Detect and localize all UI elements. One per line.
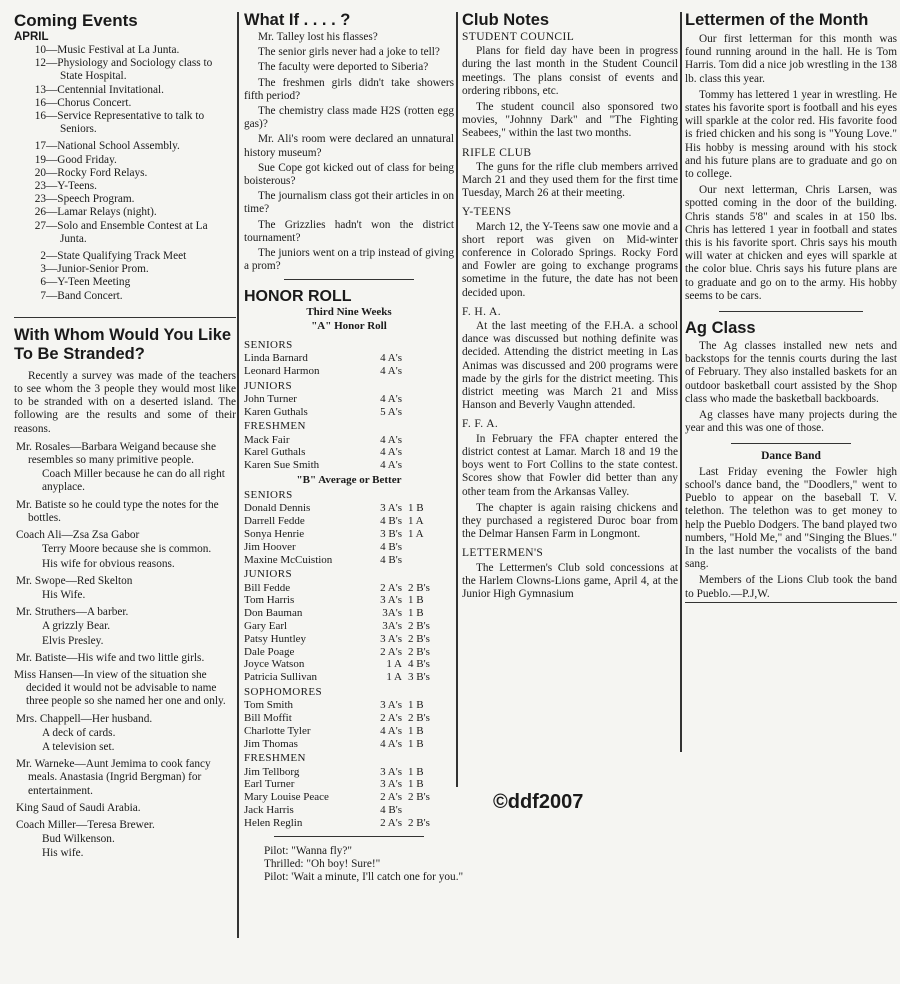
student-name: Helen Reglin xyxy=(244,816,303,829)
honor-roll-row xyxy=(244,633,454,646)
honor-roll-row xyxy=(244,671,454,684)
honor-roll-row xyxy=(244,699,454,712)
a-honor-roll-label: "A" Honor Roll xyxy=(311,319,387,332)
student-name: Darrell Fedde xyxy=(244,515,305,528)
student-name: Mack Fair xyxy=(244,433,290,446)
stranded-entry: A deck of cards. xyxy=(42,726,116,739)
y-teens xyxy=(462,206,678,299)
stranded-entry: Mr. Struthers—A barber. xyxy=(16,606,129,619)
event-date: 16 xyxy=(34,110,46,123)
grade-count-a: 1 A xyxy=(386,671,402,684)
honor-roll-row xyxy=(244,778,454,791)
lettermen-p1: Our first letterman for this month was found running around in the hall. He is Tom Harris. Tom did a nice job wrestling in the 138 lb. class this year. xyxy=(685,33,897,85)
column-rule-3 xyxy=(680,12,682,752)
stranded-entry: His Wife. xyxy=(42,588,86,601)
honor-roll-class-heading: SENIORS xyxy=(244,489,293,502)
student-name: Charlotte Tyler xyxy=(244,724,311,737)
grade-count-a: 4 A's xyxy=(380,724,402,737)
honor-roll-row xyxy=(244,446,454,459)
what-if-item: The Grizzlies hadn't won the district tournament? xyxy=(244,218,454,244)
student-name: Karen Sue Smith xyxy=(244,459,320,472)
grade-count-a: 4 A's xyxy=(380,364,402,377)
column-rule-2 xyxy=(456,12,458,787)
honor-roll-row xyxy=(244,712,454,725)
event-text: —Centennial Invitational. xyxy=(46,83,164,96)
event-text: —National School Assembly. xyxy=(46,140,180,153)
lettermens-club xyxy=(462,547,678,601)
stranded-entry: Bud Wilkenson. xyxy=(42,833,115,846)
grade-count-b: 1 B xyxy=(408,724,424,737)
honor-roll-table xyxy=(244,766,454,830)
divider xyxy=(14,317,236,318)
event-item xyxy=(14,276,236,289)
ag-class-p2: Ag classes have many projects during the year and this was one of those. xyxy=(685,409,897,435)
student-name: Dale Poage xyxy=(244,645,295,658)
ag-class xyxy=(685,320,897,435)
dance-band-p2: Members of the Lions Club took the band to Pueblo.—P.J,W. xyxy=(685,574,897,600)
stranded-entry: Coach Miller because he can do all right anyplace. xyxy=(42,468,225,494)
what-if-item: The faculty were deported to Siberia? xyxy=(258,61,429,74)
ffa xyxy=(462,418,678,541)
event-date: 16 xyxy=(34,96,46,109)
student-name: Tom Harris xyxy=(244,594,295,607)
event-text: —Lamar Relays (night). xyxy=(46,206,157,219)
honor-roll-table xyxy=(244,352,454,378)
student-name: John Turner xyxy=(244,392,297,405)
coming-events xyxy=(14,12,236,303)
honor-roll-row xyxy=(244,406,454,419)
honor-roll-table xyxy=(244,393,454,419)
honor-roll-row xyxy=(244,791,454,804)
grade-count-b xyxy=(408,554,454,567)
club-notes-title: Club Notes xyxy=(462,11,550,29)
event-text: —Solo and Ensemble Contest at La Junta. xyxy=(46,219,208,245)
stranded-entry: Terry Moore because she is common. xyxy=(42,543,212,556)
grade-count-a: 3 B's xyxy=(380,528,402,541)
grade-count-b: 1 A xyxy=(408,528,424,541)
honor-roll-row xyxy=(244,393,454,406)
honor-roll-row xyxy=(244,738,454,751)
pilot-joke-line-1: Pilot: "Wanna fly?" xyxy=(264,844,353,857)
honor-roll-title: HONOR ROLL xyxy=(244,288,352,306)
event-date: 2 xyxy=(40,250,46,263)
grade-count-a: 4 B's xyxy=(380,515,402,528)
what-if-title: What If . . . . ? xyxy=(244,11,351,29)
what-if-item: The freshmen girls didn't take showers fifth period? xyxy=(244,76,454,102)
honor-roll-class-heading: JUNIORS xyxy=(244,379,293,392)
stranded-title: With Whom Would You Like To Be Stranded? xyxy=(14,325,232,363)
stranded-entry: Coach Miller—Teresa Brewer. xyxy=(16,818,155,831)
copyright-watermark: ©ddf2007 xyxy=(493,791,584,813)
event-text: —Y-Teen Meeting xyxy=(46,276,131,289)
what-if-item: The juniors went on a trip instead of giving a prom? xyxy=(244,247,454,273)
honor-roll-class-heading: SOPHOMORES xyxy=(244,686,322,699)
event-text: —Rocky Ford Relays. xyxy=(46,166,148,179)
event-item xyxy=(14,154,236,167)
student-name: Jim Thomas xyxy=(244,737,298,750)
what-if-list xyxy=(244,31,454,273)
what-if-item: The senior girls never had a joke to tell? xyxy=(258,46,440,59)
stranded-entry: His wife. xyxy=(42,847,84,860)
student-name: Karel Guthals xyxy=(244,446,306,459)
stranded-entry: His wife for obvious reasons. xyxy=(42,557,175,570)
ag-class-title: Ag Class xyxy=(685,319,756,338)
student-name: Maxine McCuistion xyxy=(244,553,333,566)
honor-roll-row xyxy=(244,658,454,671)
event-item xyxy=(14,290,236,303)
event-item xyxy=(14,84,236,97)
grade-count-b: 1 B xyxy=(408,699,424,712)
grade-count-b: 1 A xyxy=(408,515,424,528)
event-date: 19 xyxy=(34,153,46,166)
grade-count-b: 2 B's xyxy=(408,712,430,725)
what-if-item: Sue Cope got kicked out of class for being boisterous? xyxy=(244,161,454,188)
a-honor-roll-groups xyxy=(244,339,454,472)
ag-class-p1: The Ag classes installed new nets and backstops for the tennis courts during the last of February. They also installed baskets for an outdoor basketball court assisted by the Shop class who made the basketball backboards. xyxy=(685,340,897,405)
grade-count-b xyxy=(408,434,454,447)
coming-events-title: Coming Events xyxy=(14,11,138,30)
fha xyxy=(462,306,678,413)
grade-count-b: 1 B xyxy=(408,737,424,750)
grade-count-a: 2 A's xyxy=(380,712,402,725)
grade-count-a: 4 B's xyxy=(380,804,402,816)
stranded-entry: Elvis Presley. xyxy=(42,634,104,647)
b-honor-roll-groups xyxy=(244,489,454,829)
event-date: 10 xyxy=(34,44,46,56)
event-date: 27 xyxy=(34,219,46,232)
student-name: Linda Barnard xyxy=(244,352,308,365)
student-council-p1: Plans for field day have been in progress during the last month in the Student Council meetings. The plans consist of events and ordering ribbons, etc. xyxy=(462,45,678,97)
stranded-list xyxy=(14,441,236,861)
grade-count-a: 4 A's xyxy=(380,459,402,472)
grade-count-b: 3 B's xyxy=(408,671,430,684)
event-date: 12 xyxy=(34,57,46,70)
event-text: —Good Friday. xyxy=(46,153,117,166)
honor-roll-class-heading: JUNIORS xyxy=(244,568,293,581)
grade-count-b xyxy=(408,804,454,817)
grade-count-b: 1 B xyxy=(408,765,424,778)
student-name: Joyce Watson xyxy=(244,658,305,671)
stranded-article xyxy=(14,326,236,861)
student-name: Jack Harris xyxy=(244,804,294,816)
student-name: Donald Dennis xyxy=(244,502,311,515)
student-name: Karen Guthals xyxy=(244,405,308,418)
stranded-entry: A grizzly Bear. xyxy=(42,620,111,633)
student-name: Sonya Henrie xyxy=(244,528,305,541)
fha-heading: F. H. A. xyxy=(462,305,502,318)
event-date: 26 xyxy=(34,206,46,219)
event-item xyxy=(14,57,236,83)
honor-roll-table xyxy=(244,699,454,750)
stranded-entry: Miss Hansen—In view of the situation she decided it would not be advisable to name three people so she named her one and only. xyxy=(14,668,226,708)
grade-count-a: 4 A's xyxy=(380,446,402,459)
event-text: —Physiology and Sociology class to State Hospital. xyxy=(46,57,213,83)
grade-count-a: 3 A's xyxy=(380,765,402,778)
grade-count-b: 4 B's xyxy=(408,658,430,671)
honor-roll-table xyxy=(244,434,454,472)
honor-roll-class-heading: FRESHMEN xyxy=(244,420,306,433)
grade-count-a: 2 A's xyxy=(380,581,402,594)
student-name: Tom Smith xyxy=(244,699,294,712)
rifle-club-p1: The guns for the rifle club members arrived March 21 and they used them for the first time Tuesday, March 26 at their meeting. xyxy=(462,160,678,200)
stranded-intro: Recently a survey was made of the teachers to see whom the 3 people they would most like to be stranded with on a deserted island. The following are the results and some of their reasons. xyxy=(14,369,236,435)
event-date: 23 xyxy=(34,180,46,193)
student-name: Bill Fedde xyxy=(244,581,291,594)
rifle-club xyxy=(462,147,678,201)
column-3 xyxy=(462,10,678,604)
y-teens-heading: Y-TEENS xyxy=(462,206,512,219)
honor-roll-row xyxy=(244,582,454,595)
stranded-entry: Mr. Batiste—His wife and two little girls. xyxy=(16,651,205,664)
events-list xyxy=(14,44,236,303)
grade-count-b xyxy=(408,541,454,554)
event-item xyxy=(14,44,236,57)
student-name: Earl Turner xyxy=(244,778,295,791)
grade-count-b: 2 B's xyxy=(408,581,430,594)
honor-roll-row xyxy=(244,515,454,528)
ffa-p1: In February the FFA chapter entered the district contest at Lamar. March 18 and 19 the boys went to Fort Collins to the state contest. Scores show that Fowler did better than any other team from the Arkansas Valley. xyxy=(462,432,678,498)
grade-count-b xyxy=(408,365,454,378)
coming-events-month: APRIL xyxy=(14,31,49,43)
student-name: Bill Moffit xyxy=(244,712,292,725)
event-date: 17 xyxy=(34,140,46,153)
event-item xyxy=(14,206,236,219)
divider xyxy=(719,311,863,312)
stranded-entry: A television set. xyxy=(42,740,115,753)
honor-roll-table xyxy=(244,582,454,684)
grade-count-a: 1 A xyxy=(386,658,402,671)
grade-count-b: 1 B xyxy=(408,594,424,607)
grade-count-a: 4 A's xyxy=(380,433,402,446)
pilot-joke-line-3: Pilot: 'Wait a minute, I'll catch one for you." xyxy=(264,871,464,883)
lettermen-title: Lettermen of the Month xyxy=(685,11,869,29)
grade-count-a: 4 A's xyxy=(380,737,402,750)
event-text: —Speech Program. xyxy=(46,193,135,206)
lettermen-p2: Tommy has lettered 1 year in wrestling. He states his favorite sport is football and his eyes will sparkle at the color red. His favorite food is fried chicken and his song is "Young Love." His hobby is messing around with his stock and his future plans are to graduate and go on to college. xyxy=(685,88,897,181)
rifle-club-heading: RIFLE CLUB xyxy=(462,146,532,159)
student-name: Don Bauman xyxy=(244,607,303,620)
grade-count-a: 3 A's xyxy=(380,594,402,607)
event-item xyxy=(14,193,236,206)
grade-count-b: 2 B's xyxy=(408,791,430,804)
column-2 xyxy=(244,10,464,884)
grade-count-a: 4 A's xyxy=(380,352,402,365)
event-text: —Music Festival at La Junta. xyxy=(46,44,180,56)
grade-count-a: 3 A's xyxy=(380,778,402,791)
event-item xyxy=(14,250,236,263)
honor-roll-row xyxy=(244,620,454,633)
grade-count-a: 2 A's xyxy=(380,791,402,804)
event-date: 20 xyxy=(34,166,46,179)
event-item xyxy=(14,140,236,153)
grade-count-a: 3 A's xyxy=(380,502,402,515)
event-item xyxy=(14,97,236,110)
honor-roll-row xyxy=(244,541,454,554)
dance-band xyxy=(685,450,897,602)
honor-roll-table xyxy=(244,502,454,566)
student-name: Mary Louise Peace xyxy=(244,791,329,804)
b-honor-roll-label: "B" Average or Better xyxy=(296,474,402,487)
stranded-entry: Mr. Rosales—Barbara Weigand because she resembles so many primitive people. xyxy=(16,440,216,467)
honor-roll-row xyxy=(244,607,454,620)
stranded-entry: Coach Ali—Zsa Zsa Gabor xyxy=(16,529,140,542)
fha-p1: At the last meeting of the F.H.A. a school dance was discussed but nothing definite was decided. Attending the district meeting in Las Animas was discussed and 200 programs were made by the girls for the district meeting. This district meeting was March 21 and Miss Hanson and Beverly Vaughn attended. xyxy=(462,320,678,412)
what-if-item: Mr. Ali's room were declared an unnatural history museum? xyxy=(244,133,454,159)
grade-count-a: 3 A's xyxy=(380,699,402,712)
lettermen-p3: Our next letterman, Chris Larsen, was spotted coming in the door of the building. Chris stands 5'8" and scales in at 150 lbs. Chris has lettered 1 year in football and states this is his favorite sport. Chris says his mouth will water at chicken and eyes will sparkle at the color blue. Chris says his future plans are to graduate and go on to the army. His hobby seems to be cars. xyxy=(685,184,897,302)
grade-count-b: 1 B xyxy=(408,607,424,620)
student-name: Leonard Harmon xyxy=(244,364,320,377)
grade-count-b: 1 B xyxy=(408,778,424,791)
divider xyxy=(731,443,851,444)
lettermen-of-month xyxy=(685,12,897,303)
grade-count-b xyxy=(408,446,454,459)
grade-count-a: 3A's xyxy=(382,607,402,620)
honor-roll-row xyxy=(244,434,454,447)
event-text: —Service Representative to talk to Seniors. xyxy=(46,110,205,136)
divider xyxy=(284,279,414,280)
grade-count-a: 5 A's xyxy=(380,405,402,418)
honor-roll-row xyxy=(244,554,454,567)
grade-count-a: 3A's xyxy=(382,620,402,633)
event-text: —Band Concert. xyxy=(46,289,123,302)
honor-roll-row xyxy=(244,459,454,472)
grade-count-b xyxy=(408,459,454,472)
ffa-p2: The chapter is again raising chickens and they purchased a registered Duroc boar from the Delmar Hansen Farm in Longmont. xyxy=(462,501,678,541)
stranded-entry: Mr. Warneke—Aunt Jemima to cook fancy meals. Anastasia (Ingrid Bergman) for entertainment. xyxy=(16,758,211,797)
grade-count-a: 4 A's xyxy=(380,392,402,405)
student-council-p2: The student council also sponsored two movies, "Johnny Dark" and "The Fighting Seabees," within the last two months. xyxy=(462,101,678,140)
y-teens-p1: March 12, the Y-Teens saw one movie and a short report was given on Mid-winter conference in Colorado Springs. Rocky Ford and Fowler are going to exchange programs sometime in the future, the date has not been decided upon. xyxy=(462,220,678,299)
event-date: 7 xyxy=(40,289,46,302)
student-council-heading: STUDENT COUNCIL xyxy=(462,31,575,43)
event-item xyxy=(14,180,236,193)
stranded-entry: Mr. Swope—Red Skelton xyxy=(16,574,133,587)
student-council xyxy=(462,31,678,141)
grade-count-b xyxy=(408,406,454,419)
student-name: Gary Earl xyxy=(244,620,288,633)
honor-roll-row xyxy=(244,766,454,779)
honor-roll-row xyxy=(244,594,454,607)
grade-count-a: 4 B's xyxy=(380,540,402,553)
student-name: Jim Tellborg xyxy=(244,765,300,778)
grade-count-b xyxy=(408,393,454,406)
pilot-joke xyxy=(254,844,464,885)
grade-count-a: 4 B's xyxy=(380,553,402,566)
honor-roll-row xyxy=(244,352,454,365)
event-date: 23 xyxy=(34,193,46,206)
grade-count-b: 2 B's xyxy=(408,645,430,658)
column-rule-1 xyxy=(237,12,239,938)
event-date: 13 xyxy=(34,83,46,96)
honor-roll-period: Third Nine Weeks xyxy=(306,306,392,319)
honor-roll-row xyxy=(244,528,454,541)
grade-count-a: 3 A's xyxy=(380,632,402,645)
event-date: 6 xyxy=(40,276,46,289)
dance-band-p1: Last Friday evening the Fowler high school's dance band, the "Doodlers," went to Pueblo to appear on the baseball T. V. telethon. The telethon was to get money to help the Pueblo Dodgers. The band played two numbers, "Hold Me," and "Singing the Blues." In the last number the vocalists of the band sang. xyxy=(685,465,897,571)
what-if-item: The journalism class got their articles in on time? xyxy=(244,190,454,216)
grade-count-a: 2 A's xyxy=(380,645,402,658)
event-item xyxy=(14,263,236,276)
stranded-entry: Mrs. Chappell—Her husband. xyxy=(16,712,153,725)
honor-roll-row xyxy=(244,817,454,830)
divider xyxy=(274,836,424,837)
what-if xyxy=(244,12,454,273)
grade-count-b: 2 B's xyxy=(408,620,430,633)
event-text: —Y-Teens. xyxy=(46,180,97,193)
what-if-item: The chemistry class made H2S (rotten egg gas)? xyxy=(244,105,454,131)
column-4 xyxy=(685,10,897,603)
lettermens-heading: LETTERMEN'S xyxy=(462,547,544,560)
stranded-entry: King Saud of Saudi Arabia. xyxy=(16,801,141,814)
honor-roll-row xyxy=(244,804,454,817)
honor-roll-class-heading: FRESHMEN xyxy=(244,752,306,765)
honor-roll-row xyxy=(244,646,454,659)
dance-band-title: Dance Band xyxy=(761,450,821,463)
stranded-entry: Mr. Batiste so he could type the notes for the bottles. xyxy=(16,498,219,524)
event-text: —State Qualifying Track Meet xyxy=(46,250,187,263)
grade-count-b: 2 B's xyxy=(408,632,430,645)
grade-count-b: 1 B xyxy=(408,502,424,515)
honor-roll xyxy=(244,288,454,829)
event-item xyxy=(14,220,236,246)
ffa-heading: F. F. A. xyxy=(462,418,499,431)
pilot-joke-line-2: Thrilled: "Oh boy! Sure!" xyxy=(264,857,381,870)
grade-count-b xyxy=(408,352,454,365)
event-item xyxy=(14,167,236,180)
event-item xyxy=(14,110,236,136)
what-if-item: Mr. Talley lost his flasses? xyxy=(258,31,378,43)
event-text: —Chorus Concert. xyxy=(46,96,132,109)
grade-count-a: 2 A's xyxy=(380,816,402,829)
student-name: Patricia Sullivan xyxy=(244,671,318,684)
honor-roll-row xyxy=(244,725,454,738)
student-name: Patsy Huntley xyxy=(244,632,307,645)
honor-roll-row xyxy=(244,365,454,378)
honor-roll-class-heading: SENIORS xyxy=(244,338,293,351)
student-name: Jim Hoover xyxy=(244,540,296,553)
event-text: —Junior-Senior Prom. xyxy=(46,263,149,276)
grade-count-b: 2 B's xyxy=(408,816,430,829)
lettermens-p1: The Lettermen's Club sold concessions at the Harlem Clowns-Lions game, April 4, at the Junior High Gymnasium xyxy=(462,561,678,600)
honor-roll-row xyxy=(244,502,454,515)
column-1 xyxy=(14,10,236,862)
event-date: 3 xyxy=(40,263,46,276)
